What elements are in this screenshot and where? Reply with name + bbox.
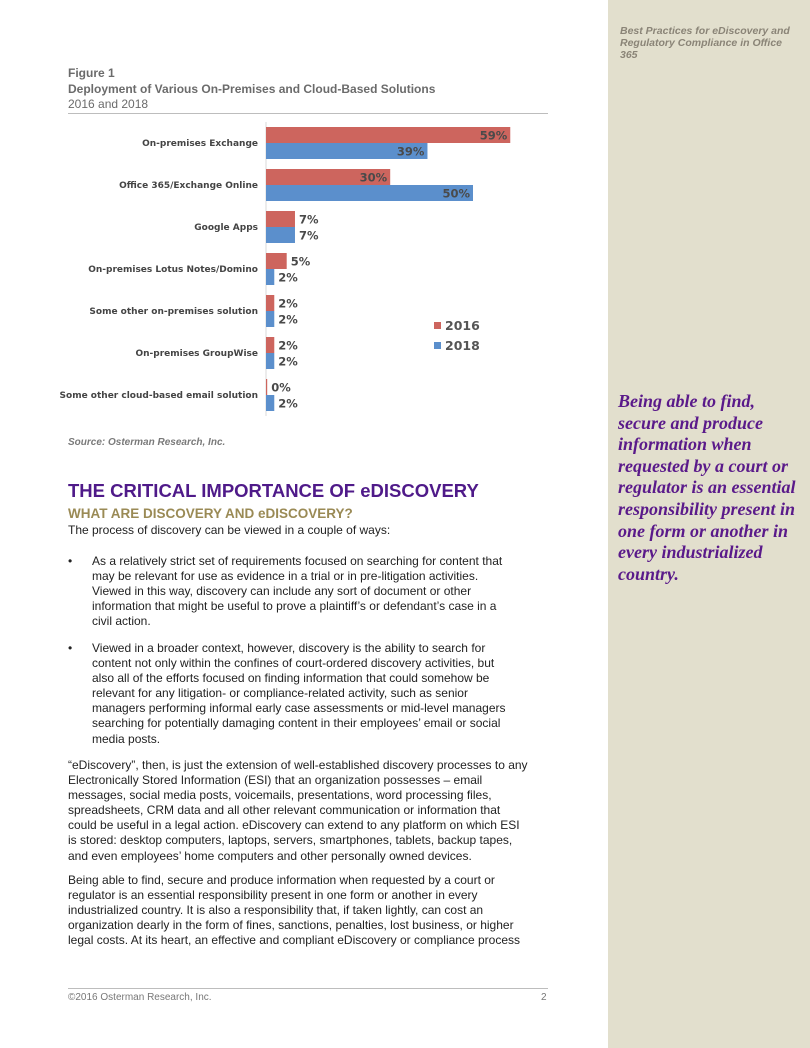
footer-copyright: ©2016 Osterman Research, Inc. [68, 992, 212, 1003]
category-label: Some other on-premises solution [89, 307, 258, 317]
figure-label: Figure 1 [68, 66, 115, 80]
bar-2016 [266, 337, 274, 353]
bar-2016 [266, 379, 267, 395]
data-label: 2% [278, 338, 298, 353]
running-header-title: Best Practices for eDiscovery and Regulatory Compliance in Office 365 [620, 25, 790, 61]
bar-2016 [266, 253, 287, 269]
footer-page-number: 2 [541, 992, 547, 1003]
data-label: 2% [278, 296, 298, 311]
figure-title: Deployment of Various On-Premises and Cloud-Based Solutions [68, 82, 436, 96]
legend-label: 2018 [445, 338, 480, 353]
data-label: 59% [479, 128, 508, 143]
bar-2018 [266, 395, 274, 411]
bullet-text: As a relatively strict set of requirements focused on searching for content that may be relevant for use as evidence in a trial or in pre-litigation activities. Viewed in this way, discovery can include any sort of document or other information that might be useful to prove a plaintiff’s or defendant’s case in a civil action. [92, 554, 503, 629]
legend-swatch-2018 [434, 342, 441, 349]
category-label: On-premises Lotus Notes/Domino [88, 265, 258, 275]
figure-source: Source: Osterman Research, Inc. [68, 437, 226, 448]
data-label: 7% [298, 228, 319, 243]
data-label: 30% [359, 170, 388, 185]
footer-rule [68, 988, 548, 989]
bar-2018 [266, 269, 274, 285]
bar-2018 [266, 311, 274, 327]
bar-2016 [266, 127, 510, 143]
figure-subtitle: 2016 and 2018 [68, 97, 149, 111]
ediscovery-paragraph: “eDiscovery”, then, is just the extension of well-established discovery processes to any Electronically Stored Information (ESI) that an organization possesses – email messages, social media posts, voicemails, presentations, word processing files, spreadsheets, CRM data and all other relevant communication or information that could be useful in a legal action. eDiscovery can extend to any platform on which ESI is stored: desktop computers, laptops, servers, smartphones, tablets, backup tapes, and even employees’ home computers and other personally owned devices. [68, 758, 528, 863]
category-label: On-premises GroupWise [135, 349, 258, 359]
data-label: 2% [278, 354, 298, 369]
responsibility-paragraph: Being able to find, secure and produce information when requested by a court or regulator is an essential responsibility present in one form or another in every industrialized country. It is also a responsibility that, if taken lightly, can cost an organization dearly in the form of fines, sanctions, penalties, lost business, or higher legal costs. At its heart, an effective and compliant eDiscovery or compliance process [68, 873, 520, 948]
category-label: Office 365/Exchange Online [119, 181, 258, 191]
bullet-marker: • [68, 641, 73, 655]
bar-2016 [266, 295, 274, 311]
section-heading: THE CRITICAL IMPORTANCE OF eDISCOVERY [68, 480, 479, 501]
section-subheading: WHAT ARE DISCOVERY AND eDISCOVERY? [68, 506, 353, 521]
bar-2018 [266, 227, 295, 243]
data-label: 2% [278, 396, 298, 411]
intro-paragraph: The process of discovery can be viewed in a couple of ways: [68, 523, 391, 537]
data-label: 7% [298, 212, 319, 227]
data-label: 39% [396, 144, 425, 159]
category-label: Some other cloud-based email solution [60, 391, 258, 401]
pull-quote: Being able to find, secure and produce information when requested by a court or regulator is an essential responsibility present in one form or another in every industrialized country. [618, 391, 796, 584]
bar-2016 [266, 211, 295, 227]
legend-swatch-2016 [434, 322, 441, 329]
category-label: On-premises Exchange [142, 139, 258, 149]
data-label: 0% [271, 380, 291, 395]
category-label: Google Apps [194, 223, 258, 233]
legend-label: 2016 [445, 318, 480, 333]
bullet-marker: • [68, 554, 73, 568]
bullet-text: Viewed in a broader context, however, discovery is the ability to search for content not only within the confines of court-ordered discovery activities, but also all of the efforts focused on finding information that could somehow be relevant for any litigation- or compliance-related activity, such as senior managers performing informal early case assessments or mid-level managers searching for potentially damaging content in their employees’ email or social media posts. [92, 641, 506, 746]
data-label: 5% [290, 254, 311, 269]
data-label: 2% [278, 270, 298, 285]
bar-2018 [266, 353, 274, 369]
data-label: 2% [278, 312, 298, 327]
data-label: 50% [442, 186, 470, 201]
deployment-bar-chart [60, 118, 540, 418]
figure-top-rule [68, 113, 548, 114]
